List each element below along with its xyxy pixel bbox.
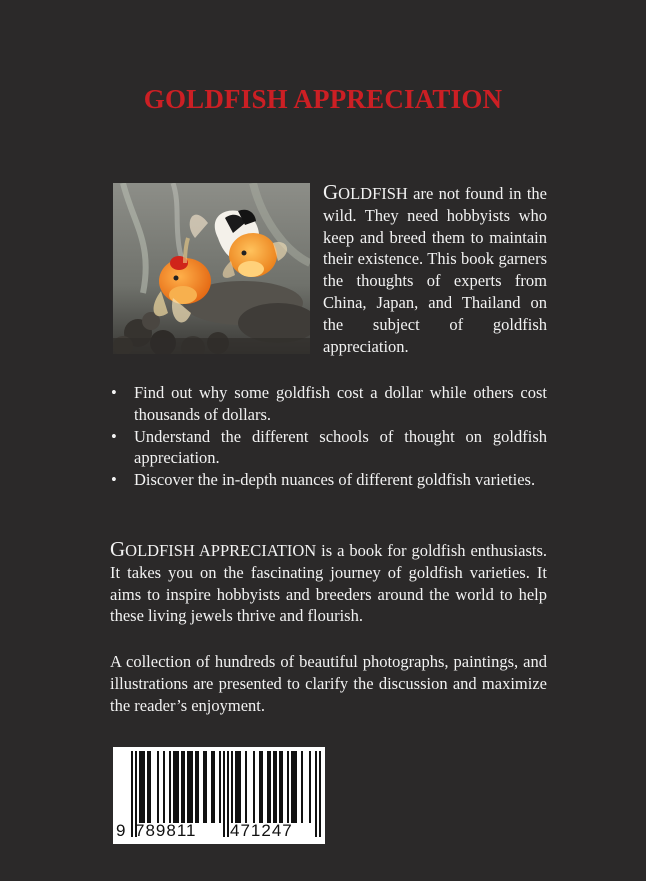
intro-lead-letter: G <box>323 180 339 204</box>
barcode-bar <box>273 751 275 823</box>
barcode-bar <box>211 751 213 823</box>
barcode-bar <box>143 751 145 823</box>
barcode-bar <box>197 751 199 823</box>
barcode-bar <box>147 751 149 823</box>
barcode-bar <box>187 751 189 823</box>
barcode-first-digit: 9 <box>116 821 126 840</box>
intro-lead-word: OLDFISH <box>338 184 408 203</box>
bullet-text: Find out why some goldfish cost a dollar while others cost thousands of dollars. <box>134 383 547 424</box>
book-title: GOLDFISH APPRECIATION <box>143 84 503 114</box>
barcode-bar <box>231 751 233 823</box>
barcode-bar <box>245 751 247 823</box>
barcode-bar <box>269 751 271 823</box>
barcode-bar <box>253 751 255 823</box>
bullet-text: Understand the different schools of thought on goldfish appreciation. <box>134 426 547 468</box>
barcode-bar <box>287 751 289 823</box>
barcode-bar <box>261 751 263 823</box>
barcode-bar <box>169 751 171 823</box>
barcode-bar <box>175 751 177 823</box>
para1-lead-words: OLDFISH APPRECIATION <box>125 541 317 560</box>
barcode-bar <box>183 751 185 823</box>
bullet-icon: • <box>111 470 117 490</box>
barcode-bar <box>181 751 183 823</box>
isbn-barcode <box>113 747 325 844</box>
bullet-list <box>110 382 547 491</box>
barcode-bar <box>177 751 179 823</box>
bullet-text: Discover the in-depth nuances of different goldfish varieties. <box>134 470 536 490</box>
barcode-bar <box>141 751 143 823</box>
barcode-bar <box>309 751 311 823</box>
barcode-bar <box>281 751 283 823</box>
barcode-digits <box>113 821 325 843</box>
barcode-bar <box>149 751 151 823</box>
para1-lead-letter: G <box>110 537 126 561</box>
barcode-bar <box>293 751 295 823</box>
intro-paragraph <box>323 180 547 357</box>
barcode-right-group: 471247 <box>230 821 293 840</box>
bullet-icon: • <box>111 383 117 402</box>
barcode-bar <box>275 751 277 823</box>
barcode-bar <box>235 751 237 823</box>
bullet-item <box>110 426 547 470</box>
intro-text: are not found in the wild. They need hobbyists who keep and breed them to maintain their existence. This book garners the thoughts of experts from China, Japan, and Thailand on the subject of goldfish appreciation. <box>323 184 547 356</box>
barcode-left-group: 789811 <box>135 821 197 840</box>
barcode-bar <box>205 751 207 823</box>
goldfish-photo <box>113 183 310 354</box>
barcode-bar <box>139 751 141 823</box>
barcode-bar <box>259 751 261 823</box>
barcode-bar <box>203 751 205 823</box>
barcode-bar <box>173 751 175 823</box>
barcode-bar <box>157 751 159 823</box>
para1-text: is a book for goldfish enthusiasts. It takes you on the fascinating journey of goldfish varieties. It aims to inspire hobbyists and breeders around the world to help these living jewels thrive and flourish. <box>110 541 547 626</box>
description-paragraph <box>110 537 547 627</box>
barcode-bar <box>295 751 297 823</box>
bullet-item <box>110 469 547 491</box>
barcode-bar <box>189 751 191 823</box>
barcode-bar <box>219 751 221 823</box>
barcode-bar <box>267 751 269 823</box>
barcode-bar <box>237 751 239 823</box>
bullet-icon: • <box>111 426 117 446</box>
collection-paragraph: A collection of hundreds of beautiful photographs, paintings, and illustrations are presented to clarify the discussion and maximize the reader’s enjoyment. <box>110 652 547 715</box>
barcode-bar <box>191 751 193 823</box>
bullet-item <box>110 382 547 426</box>
barcode-bar <box>301 751 303 823</box>
barcode-bar <box>195 751 197 823</box>
barcode-bar <box>291 751 293 823</box>
barcode-bar <box>239 751 241 823</box>
barcode-bar <box>163 751 165 823</box>
barcode-bar <box>213 751 215 823</box>
barcode-bar <box>279 751 281 823</box>
